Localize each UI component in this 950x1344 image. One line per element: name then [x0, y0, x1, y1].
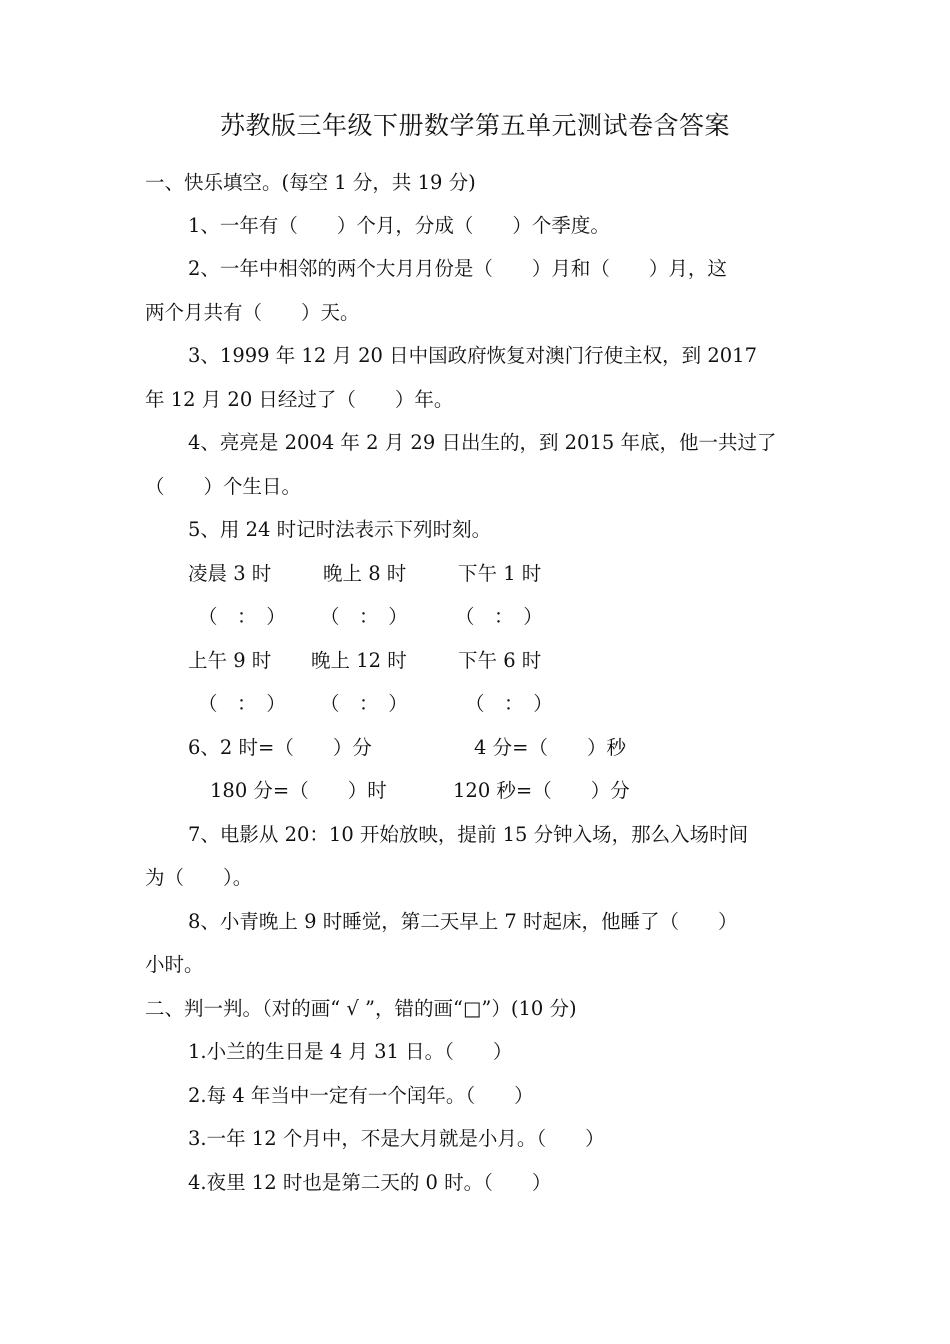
- section1-heading: 一、快乐填空。(每空 1 分，共 19 分): [145, 171, 476, 194]
- q5-blank: （ ： ）: [455, 605, 543, 628]
- question-7-line2: 为（ ）。: [145, 866, 253, 889]
- question-7-line1: 7、电影从 20：10 开始放映，提前 15 分钟入场，那么入场时间: [188, 823, 749, 846]
- question-3-line2: 年 12 月 20 日经过了（ ）年。: [145, 388, 454, 411]
- judge-item-1: 1.小兰的生日是 4 月 31 日。（ ）: [188, 1040, 513, 1063]
- q5-time-label: 上午 9 时: [188, 649, 272, 672]
- question-4-line2: （ ）个生日。: [145, 475, 302, 498]
- q5-time-label: 凌晨 3 时: [188, 562, 272, 585]
- section2-heading: 二、判一判。（对的画“ √ ”，错的画“□”）(10 分): [145, 997, 577, 1020]
- q5-blank: （ ： ）: [465, 692, 553, 715]
- judge-item-3: 3.一年 12 个月中，不是大月就是小月。（ ）: [188, 1127, 605, 1150]
- q5-blank: （ ： ）: [320, 692, 408, 715]
- question-6-part-c: 180 分=（ ）时: [210, 779, 387, 802]
- question-5: 5、用 24 时记时法表示下列时刻。: [188, 518, 492, 541]
- question-2-line1: 2、一年中相邻的两个大月月份是（ ）月和（ ）月，这: [188, 257, 727, 280]
- question-2-line2: 两个月共有（ ）天。: [145, 301, 360, 324]
- judge-item-4: 4.夜里 12 时也是第二天的 0 时。（ ）: [188, 1171, 552, 1194]
- q5-time-label: 下午 1 时: [458, 562, 542, 585]
- document-title: 苏教版三年级下册数学第五单元测试卷含答案: [219, 111, 730, 140]
- q5-blank: （ ： ）: [198, 605, 286, 628]
- question-1: 1、一年有（ ）个月，分成（ ）个季度。: [188, 214, 610, 237]
- question-3-line1: 3、1999 年 12 月 20 日中国政府恢复对澳门行使主权，到 2017: [188, 344, 757, 367]
- q5-time-label: 晚上 12 时: [311, 649, 407, 672]
- question-4-line1: 4、亮亮是 2004 年 2 月 29 日出生的，到 2015 年底，他一共过了: [188, 431, 777, 454]
- q5-time-label: 下午 6 时: [458, 649, 542, 672]
- judge-item-2: 2.每 4 年当中一定有一个闰年。（ ）: [188, 1084, 534, 1107]
- question-6-part-d: 120 秒=（ ）分: [453, 779, 630, 802]
- q5-time-label: 晚上 8 时: [323, 562, 407, 585]
- question-6-part-a: 6、2 时=（ ）分: [188, 736, 372, 759]
- question-8-line1: 8、小青晚上 9 时睡觉，第二天早上 7 时起床，他睡了（ ）: [188, 910, 738, 933]
- question-6-part-b: 4 分=（ ）秒: [474, 736, 626, 759]
- q5-blank: （ ： ）: [198, 692, 286, 715]
- question-8-line2: 小时。: [145, 953, 204, 976]
- q5-blank: （ ： ）: [320, 605, 408, 628]
